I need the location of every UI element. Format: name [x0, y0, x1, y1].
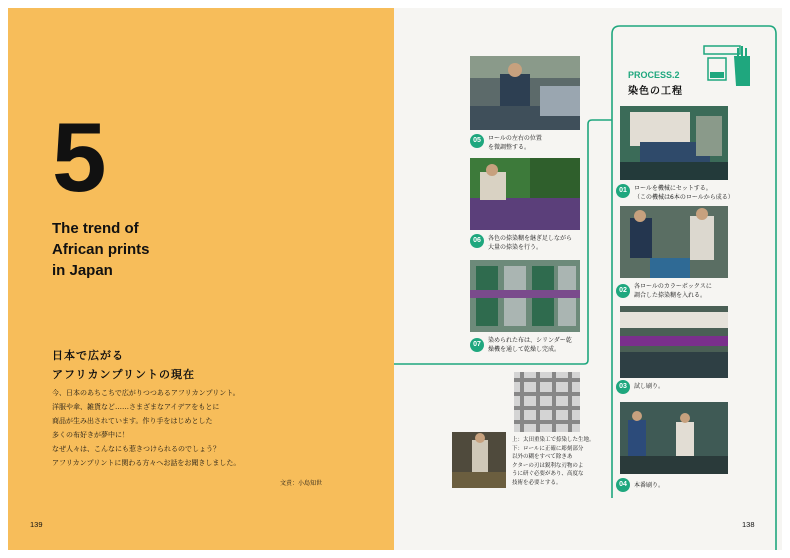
photo-step-04 — [620, 402, 728, 474]
step-badge-05: 05 — [470, 134, 484, 148]
process-label: PROCESS.2 — [628, 70, 680, 80]
photo-step-03 — [620, 306, 728, 378]
page-number-left: 139 — [30, 520, 43, 529]
caption-step-05: ロールの左右の位置 を微調整する。 — [488, 135, 542, 151]
dye-bucket-gloves-icon — [700, 42, 756, 92]
photo-step-06 — [470, 158, 580, 230]
caption-step-07: 染められた布は、シリンダー乾 燥機を通して乾燥し完成。 — [488, 337, 572, 353]
intro-body-text: 今、日本のあちこちで広がりつつあるアフリカンプリント。 洋服や傘、雑貨など……さまざまなアイデアをもとに 商品が生み出されています。作り手をはじめとした 多くの布好きが夢中に！ なぜ人々は、こんなにも惹きつけられるのでしょう？ アフリカンプリントに関わる方々へお話をお聞きしました。 — [52, 389, 241, 467]
photo-step-01 — [620, 106, 728, 180]
photo-step-07 — [470, 260, 580, 332]
caption-step-02: 各ロールのカラーボックスに 調合した捺染糊を入れる。 — [634, 283, 712, 299]
english-title: The trend of African prints in Japan — [52, 220, 150, 279]
step-badge-03: 03 — [616, 380, 630, 394]
step-badge-04: 04 — [616, 478, 630, 492]
photo-roll-engraving — [452, 432, 506, 488]
step-badge-07: 07 — [470, 338, 484, 352]
step-badge-01: 01 — [616, 184, 630, 198]
chapter-number: 5 — [52, 102, 107, 212]
step-badge-06: 06 — [470, 234, 484, 248]
japanese-heading: 日本で広がる アフリカンプリントの現在 — [52, 349, 196, 381]
photo-step-05 — [470, 56, 580, 130]
byline: 文責：小島知世 — [280, 480, 323, 487]
photo-step-02 — [620, 206, 728, 278]
caption-step-04: 本番刷り。 — [634, 482, 665, 489]
inset-caption: 上：太田重染工で捺染した生地。 下：ロールに正確に彫刻部分 以外の糊をすべて除きあ クターの刃は鋭利な刃物のよ うに研ぐ必要があり、高度な 技術を必要とする。 — [512, 437, 595, 486]
photo-fabric-sample — [514, 372, 580, 432]
page-number-right: 138 — [742, 520, 755, 529]
process-title: 染色の工程 — [628, 86, 683, 97]
caption-step-03: 試し刷り。 — [634, 383, 665, 390]
step-badge-02: 02 — [616, 284, 630, 298]
caption-step-06: 各色の捺染糊を継ぎ足しながら 大量の捺染を行う。 — [488, 235, 573, 251]
caption-step-01: ロールを機械にセットする。 （この機械は6本のロールから成る） — [634, 185, 734, 201]
